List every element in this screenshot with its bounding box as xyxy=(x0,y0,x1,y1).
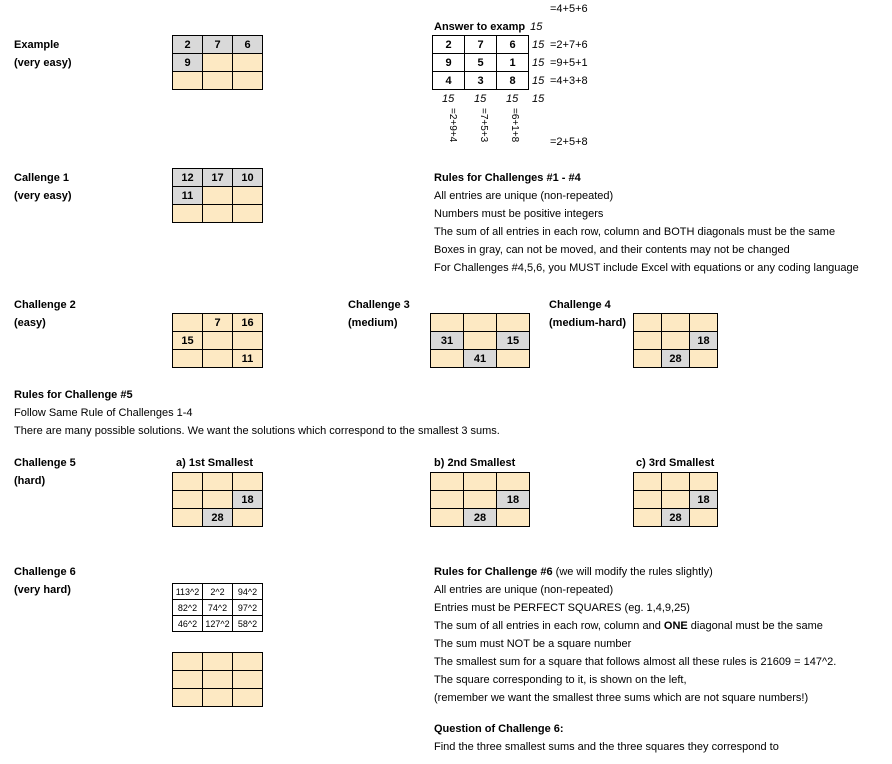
grid-cell: 28 xyxy=(662,350,690,368)
row-sum: 15 xyxy=(532,75,545,87)
top-equation: =4+5+6 xyxy=(550,3,588,15)
grid-cell xyxy=(431,509,464,527)
grid-cell xyxy=(173,473,203,491)
rules1-line: All entries are unique (non-repeated) xyxy=(434,190,614,202)
challenge4-title: Challenge 4 xyxy=(549,299,611,311)
grid-cell: 9 xyxy=(433,54,465,72)
grid-cell: 82^2 xyxy=(173,600,203,616)
grid-cell: 12 xyxy=(173,169,203,187)
rules6-line xyxy=(434,601,690,615)
grid-cell xyxy=(690,473,718,491)
grid-cell xyxy=(464,314,497,332)
grid-cell xyxy=(173,653,203,671)
grid-cell: 18 xyxy=(690,491,718,509)
challenge1-title: Callenge 1 xyxy=(14,172,70,184)
rules6-title-bold: Rules for Challenge #6 xyxy=(434,566,553,578)
answer-title-number: 15 xyxy=(530,21,543,33)
challenge4-grid xyxy=(633,313,718,368)
rules6-title xyxy=(434,565,713,579)
rules6-text: The sum of all entries in each row, column and xyxy=(434,620,664,632)
grid-cell xyxy=(464,473,497,491)
rules5-title: Rules for Challenge #5 xyxy=(14,389,133,401)
grid-cell: 18 xyxy=(233,491,263,509)
grid-cell: 5 xyxy=(465,54,497,72)
challenge6-level: (very hard) xyxy=(14,584,71,596)
grid-cell xyxy=(662,491,690,509)
grid-cell: 7 xyxy=(203,314,233,332)
grid-cell: 1 xyxy=(497,54,529,72)
rules6-line: The square corresponding to it, is shown on the left, xyxy=(434,674,687,686)
rules6-line: The sum must NOT be a square number xyxy=(434,638,632,650)
grid-cell xyxy=(634,491,662,509)
grid-cell: 31 xyxy=(431,332,464,350)
grid-cell xyxy=(203,473,233,491)
grid-cell xyxy=(233,72,263,90)
col-sum: 15 xyxy=(442,93,455,105)
rules6-line: (remember we want the smallest three sums which are not square numbers!) xyxy=(434,692,809,704)
grid-cell xyxy=(173,689,203,707)
grid-cell xyxy=(233,187,263,205)
rules6-text: Entries must be xyxy=(434,602,514,614)
grid-cell xyxy=(662,473,690,491)
rules6-text-bold: ONE xyxy=(663,620,688,632)
grid-cell xyxy=(173,350,203,368)
grid-cell: 6 xyxy=(497,36,529,54)
grid-cell xyxy=(173,491,203,509)
grid-cell xyxy=(233,205,263,223)
grid-cell xyxy=(233,332,263,350)
grid-cell xyxy=(431,473,464,491)
grid-cell: 11 xyxy=(173,187,203,205)
rules5-line: Follow Same Rule of Challenges 1-4 xyxy=(14,407,193,419)
rules6-line: All entries are unique (non-repeated) xyxy=(434,584,614,596)
rules5-line: There are many possible solutions. We want the solutions which correspond to the smallest 3 sums. xyxy=(14,425,500,437)
rules6-question-title: Question of Challenge 6: xyxy=(434,723,564,735)
grid-cell: 94^2 xyxy=(233,584,263,600)
grid-cell: 8 xyxy=(497,72,529,90)
grid-cell: 113^2 xyxy=(173,584,203,600)
challenge1-grid xyxy=(172,168,263,223)
rules6-text: diagonal must be the same xyxy=(687,620,823,632)
challenge5-level: (hard) xyxy=(14,475,46,487)
challenge5-a-title: a) 1st Smallest xyxy=(176,457,254,469)
grid-cell xyxy=(203,54,233,72)
grid-cell: 28 xyxy=(662,509,690,527)
col-eq: =7+5+3 xyxy=(478,108,489,143)
challenge6-title: Challenge 6 xyxy=(14,566,76,578)
row-eq: =4+3+8 xyxy=(550,75,588,87)
challenge6-answer-grid xyxy=(172,652,263,707)
grid-cell xyxy=(634,314,662,332)
grid-cell: 10 xyxy=(233,169,263,187)
grid-cell xyxy=(431,350,464,368)
grid-cell xyxy=(233,689,263,707)
grid-cell xyxy=(662,332,690,350)
rules6-text: (eg. 1,4,9,25) xyxy=(621,602,690,614)
challenge4-level: (medium-hard) xyxy=(549,317,626,329)
grid-cell: 18 xyxy=(690,332,718,350)
grid-cell xyxy=(233,653,263,671)
grid-cell xyxy=(173,72,203,90)
rules6-question: Find the three smallest sums and the three squares they correspond to xyxy=(434,741,779,753)
rules6-line xyxy=(434,619,823,633)
grid-cell: 97^2 xyxy=(233,600,263,616)
example-grid xyxy=(172,35,263,90)
diag-sum: 15 xyxy=(532,93,545,105)
grid-cell: 7 xyxy=(465,36,497,54)
grid-cell: 18 xyxy=(497,491,530,509)
rules1-line: For Challenges #4,5,6, you MUST include Excel with equations or any coding language xyxy=(434,262,859,274)
grid-cell xyxy=(497,350,530,368)
example-title: Example xyxy=(14,39,60,51)
grid-cell: 41 xyxy=(464,350,497,368)
grid-cell xyxy=(203,653,233,671)
row-sum: 15 xyxy=(532,39,545,51)
challenge5-c-title: c) 3rd Smallest xyxy=(636,457,715,469)
grid-cell xyxy=(690,509,718,527)
grid-cell xyxy=(634,350,662,368)
challenge2-grid xyxy=(172,313,263,368)
grid-cell: 28 xyxy=(203,509,233,527)
col-sum: 15 xyxy=(506,93,519,105)
answer-title-text: Answer to examp xyxy=(434,21,526,33)
answer-title xyxy=(434,20,542,34)
grid-cell xyxy=(203,332,233,350)
grid-cell: 16 xyxy=(233,314,263,332)
grid-cell xyxy=(497,473,530,491)
grid-cell xyxy=(233,671,263,689)
grid-cell: 9 xyxy=(173,54,203,72)
grid-cell: 15 xyxy=(497,332,530,350)
grid-cell xyxy=(464,332,497,350)
rules1-line: The sum of all entries in each row, column and BOTH diagonals must be the same xyxy=(434,226,836,238)
grid-cell: 6 xyxy=(233,36,263,54)
challenge5-title: Challenge 5 xyxy=(14,457,76,469)
grid-cell: 2 xyxy=(433,36,465,54)
grid-cell xyxy=(203,689,233,707)
grid-cell xyxy=(233,54,263,72)
grid-cell xyxy=(203,205,233,223)
row-eq: =9+5+1 xyxy=(550,57,588,69)
grid-cell xyxy=(203,671,233,689)
challenge3-level: (medium) xyxy=(348,317,398,329)
col-sum: 15 xyxy=(474,93,487,105)
grid-cell xyxy=(634,332,662,350)
grid-cell xyxy=(690,350,718,368)
grid-cell xyxy=(464,491,497,509)
grid-cell xyxy=(690,314,718,332)
grid-cell xyxy=(203,187,233,205)
example-level: (very easy) xyxy=(14,57,72,69)
grid-cell xyxy=(431,314,464,332)
grid-cell: 17 xyxy=(203,169,233,187)
grid-cell xyxy=(233,509,263,527)
col-eq: =6+1+8 xyxy=(509,108,520,143)
grid-cell: 3 xyxy=(465,72,497,90)
rules1-line: Numbers must be positive integers xyxy=(434,208,604,220)
grid-cell: 7 xyxy=(203,36,233,54)
challenge6-squares-grid xyxy=(172,583,263,632)
challenge3-title: Challenge 3 xyxy=(348,299,410,311)
challenge3-grid xyxy=(430,313,530,368)
challenge5-c-grid xyxy=(633,472,718,527)
row-sum: 15 xyxy=(532,57,545,69)
grid-cell: 2^2 xyxy=(203,584,233,600)
grid-cell: 4 xyxy=(433,72,465,90)
grid-cell xyxy=(173,314,203,332)
grid-cell xyxy=(497,314,530,332)
grid-cell xyxy=(203,491,233,509)
grid-cell xyxy=(634,509,662,527)
grid-cell: 127^2 xyxy=(203,616,233,632)
challenge5-a-grid xyxy=(172,472,263,527)
grid-cell xyxy=(203,350,233,368)
grid-cell: 2 xyxy=(173,36,203,54)
challenge2-level: (easy) xyxy=(14,317,46,329)
challenge2-title: Challenge 2 xyxy=(14,299,76,311)
rules6-title-rest: (we will modify the rules slightly) xyxy=(552,566,713,578)
row-eq: =2+7+6 xyxy=(550,39,588,51)
challenge1-level: (very easy) xyxy=(14,190,72,202)
rules6-line: The smallest sum for a square that follows almost all these rules is 21609 = 147^2. xyxy=(434,656,837,668)
challenge5-b-title: b) 2nd Smallest xyxy=(434,457,516,469)
grid-cell: 46^2 xyxy=(173,616,203,632)
grid-cell xyxy=(233,473,263,491)
rules1-line: Boxes in gray, can not be moved, and their contents may not be changed xyxy=(434,244,790,256)
grid-cell: 28 xyxy=(464,509,497,527)
grid-cell xyxy=(662,314,690,332)
grid-cell xyxy=(173,205,203,223)
grid-cell xyxy=(634,473,662,491)
rules6-text: PERFECT SQUARES xyxy=(513,602,622,614)
answer-grid xyxy=(432,35,529,90)
diag-eq: =2+5+8 xyxy=(550,136,588,148)
grid-cell: 15 xyxy=(173,332,203,350)
grid-cell xyxy=(431,491,464,509)
grid-cell: 74^2 xyxy=(203,600,233,616)
col-eq: =2+9+4 xyxy=(447,108,458,143)
grid-cell: 58^2 xyxy=(233,616,263,632)
rules1-title: Rules for Challenges #1 - #4 xyxy=(434,172,581,184)
grid-cell xyxy=(173,671,203,689)
grid-cell xyxy=(497,509,530,527)
grid-cell xyxy=(173,509,203,527)
challenge5-b-grid xyxy=(430,472,530,527)
grid-cell xyxy=(203,72,233,90)
grid-cell: 11 xyxy=(233,350,263,368)
